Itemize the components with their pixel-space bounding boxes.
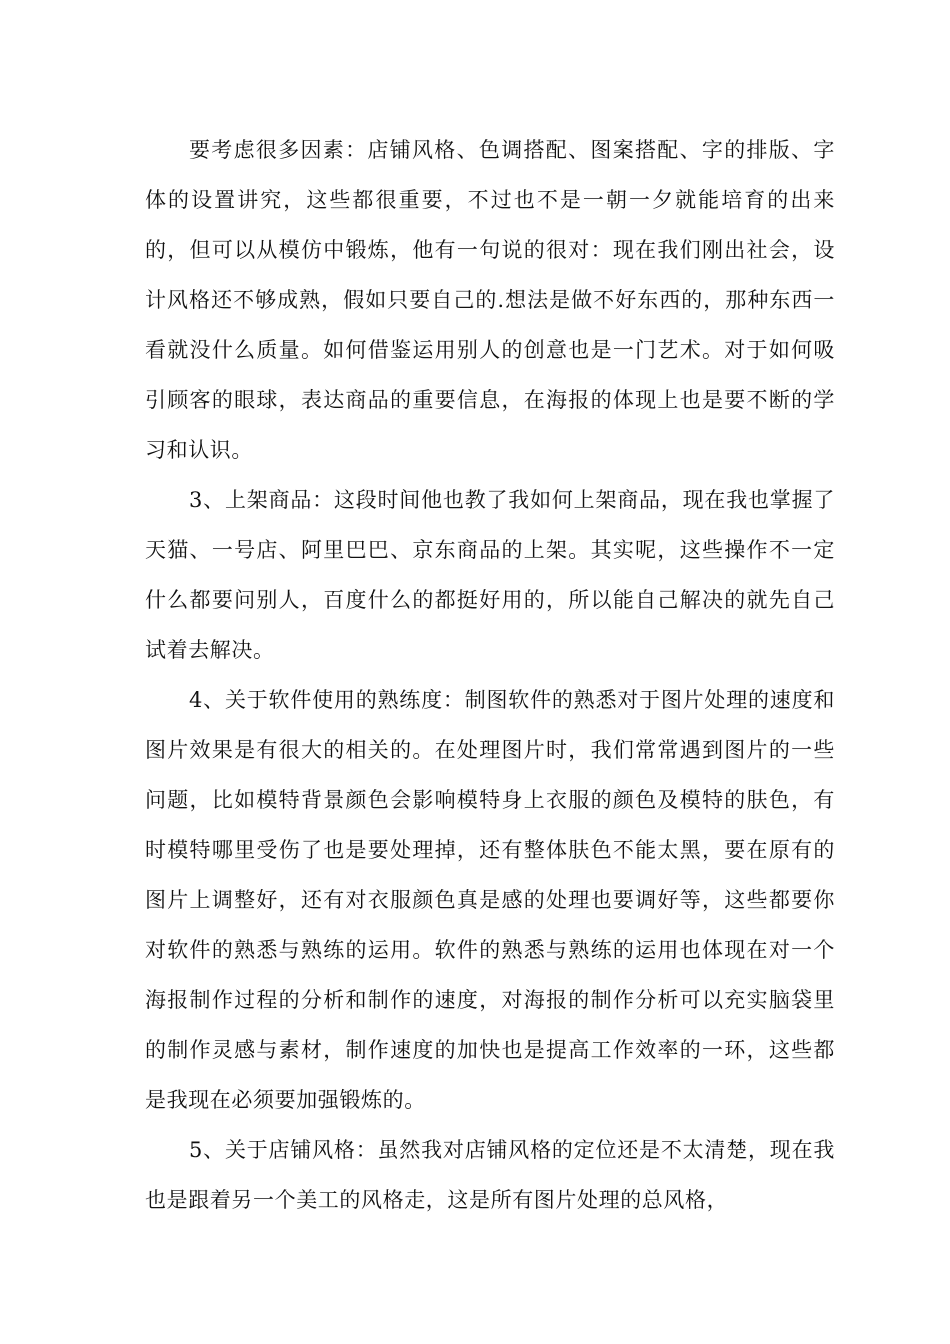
paragraph-design-factors: 要考虑很多因素：店铺风格、色调搭配、图案搭配、字的排版、字体的设置讲究，这些都很重要，不过也不是一朝一夕就能培育的出来的，但可以从模仿中锻炼，他有一句说的很对：现在我们刚出社会，设计风格还不够成熟，假如只要自己的.想法是做不好东西的，那种东西一看就没什么质量。如何借鉴运用别人的创意也是一门艺术。对于如何吸引顾客的眼球，表达商品的重要信息，在海报的体现上也是要不断的学习和认识。 <box>145 138 835 462</box>
paragraph-store-style: 5、关于店铺风格：虽然我对店铺风格的定位还是不太清楚，现在我也是跟着另一个美工的风格走，这是所有图片处理的总风格， <box>145 1138 835 1212</box>
document-body <box>145 125 835 1225</box>
paragraph-software-proficiency: 4、关于软件使用的熟练度：制图软件的熟悉对于图片处理的速度和图片效果是有很大的相关的。在处理图片时，我们常常遇到图片的一些问题，比如模特背景颜色会影响模特身上衣服的颜色及模特的肤色，有时模特哪里受伤了也是要处理掉，还有整体肤色不能太黑，要在原有的图片上调整好，还有对衣服颜色真是感的处理也要调好等，这些都要你对软件的熟悉与熟练的运用。软件的熟悉与熟练的运用也体现在对一个海报制作过程的分析和制作的速度，对海报的制作分析可以充实脑袋里的制作灵感与素材，制作速度的加快也是提高工作效率的一环，这些都是我现在必须要加强锻炼的。 <box>145 688 835 1112</box>
paragraph-listing-products: 3、上架商品：这段时间他也教了我如何上架商品，现在我也掌握了天猫、一号店、阿里巴巴、京东商品的上架。其实呢，这些操作不一定什么都要问别人，百度什么的都挺好用的，所以能自己解决的就先自己试着去解决。 <box>145 488 835 662</box>
